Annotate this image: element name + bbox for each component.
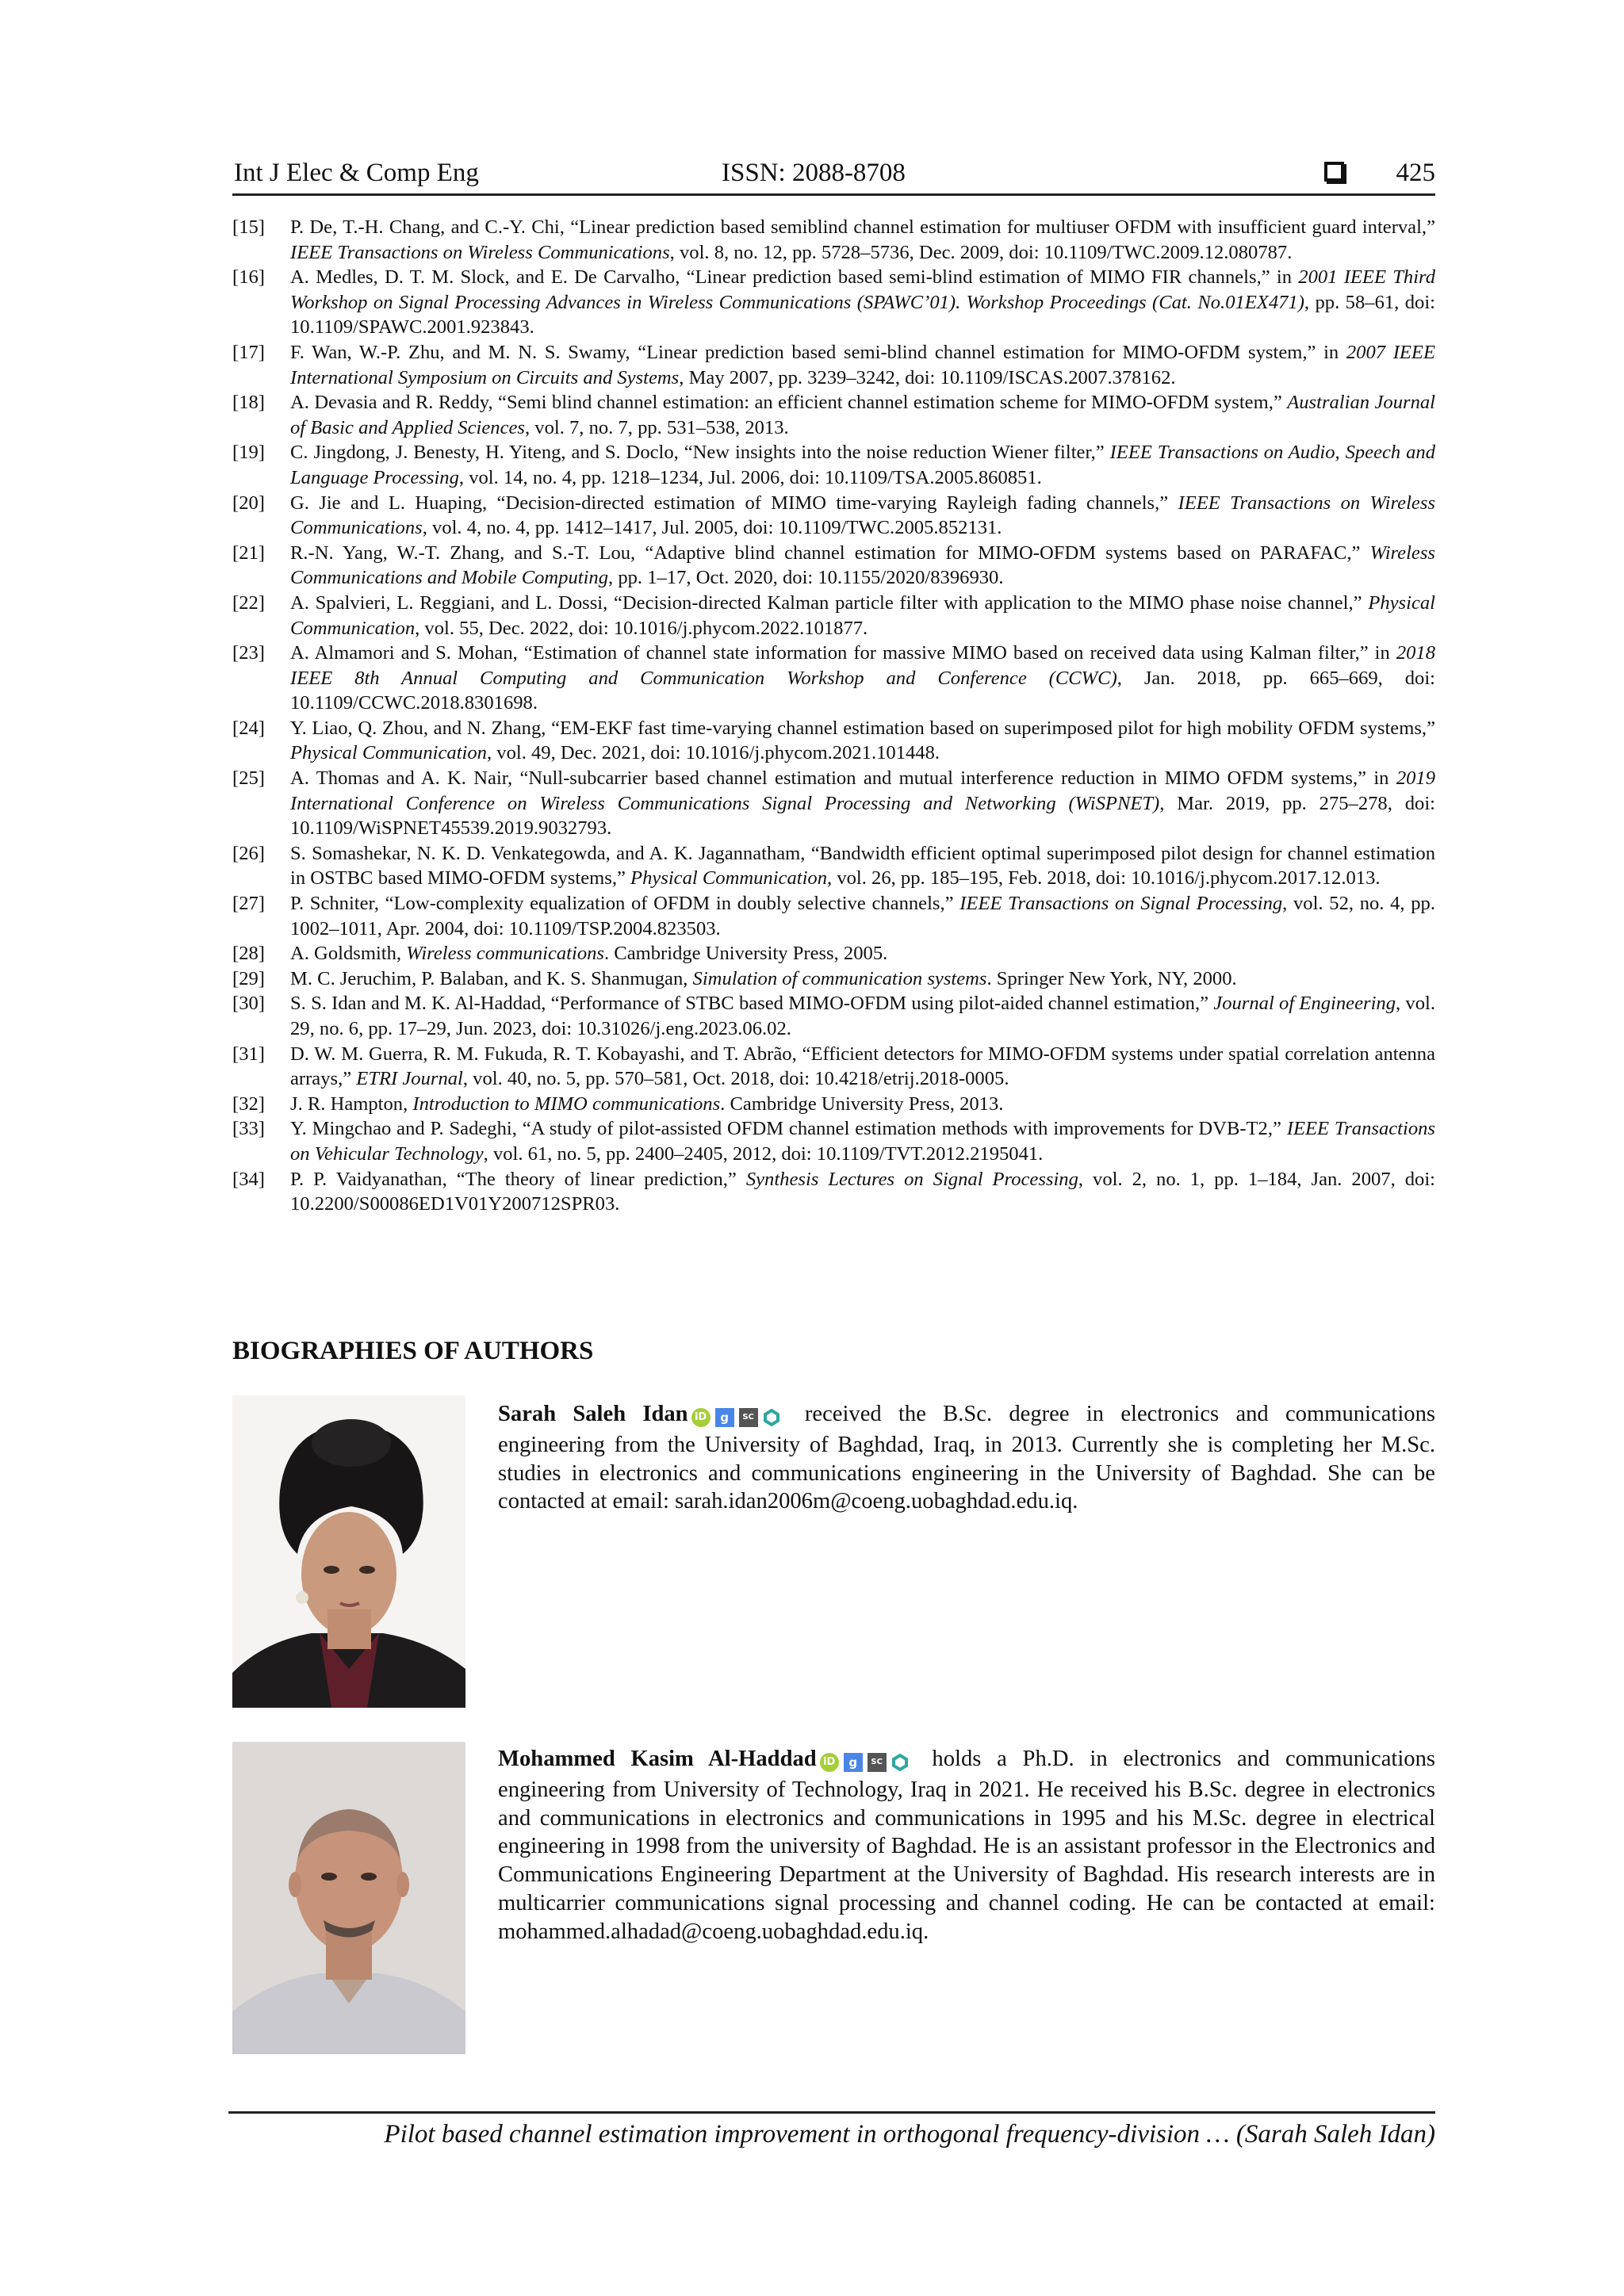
reference-venue: ETRI Journal [356, 1068, 463, 1090]
reference-venue: Synthesis Lectures on Signal Processing [745, 1168, 1078, 1190]
reference-item [232, 891, 1435, 941]
reference-number: [29] [232, 967, 265, 989]
reference-text [290, 440, 1435, 490]
reference-authors-title: P. De, T.-H. Chang, and C.-Y. Chi, “Linear prediction based semiblind channel estimation for multiuser OFDM with insufficient guard interval,” [290, 216, 1435, 238]
reference-venue: Physical Communication [290, 591, 1435, 639]
reference-venue: Journal of Engineering [1213, 993, 1396, 1015]
publons-icon[interactable] [763, 1409, 780, 1426]
reference-text [290, 966, 1435, 992]
reference-venue: Physical Communication [630, 867, 828, 890]
reference-text [290, 591, 1435, 641]
reference-venue: IEEE Transactions on Wireless Communications [290, 492, 1435, 539]
reference-item [232, 340, 1435, 390]
reference-text [290, 716, 1435, 766]
reference-details: . Cambridge University Press, 2005. [604, 943, 888, 965]
reference-item [232, 966, 1435, 992]
reference-venue: Introduction to MIMO communications [412, 1093, 721, 1115]
reference-authors-title: Y. Liao, Q. Zhou, and N. Zhang, “EM-EKF fast time-varying channel estimation based on superimposed pilot for high mobility OFDM systems,” [290, 717, 1435, 739]
reference-item [232, 991, 1435, 1041]
reference-text [290, 340, 1435, 390]
reference-item [232, 541, 1435, 591]
reference-number: [19] [232, 442, 265, 464]
reference-venue: IEEE Transactions on Signal Processing [959, 893, 1283, 915]
reference-number: [17] [232, 341, 265, 363]
google-scholar-icon[interactable]: g [844, 1753, 863, 1772]
reference-number: [34] [232, 1168, 265, 1190]
reference-venue: Australian Journal of Basic and Applied Sciences [290, 392, 1435, 438]
reference-authors-title: S. S. Idan and M. K. Al-Haddad, “Performance of STBC based MIMO-OFDM using pilot-aided channel estimation,” [290, 993, 1214, 1015]
reference-details: , vol. 4, no. 4, pp. 1412–1417, Jul. 2005, doi: 10.1109/TWC.2005.852131. [422, 517, 1002, 539]
reference-authors-title: A. Goldsmith, [290, 943, 407, 965]
reference-authors-title: C. Jingdong, J. Benesty, H. Yiteng, and S. Doclo, “New insights into the noise reduction Wiener filter,” [290, 442, 1110, 464]
author-name: Sarah Saleh Idan [498, 1402, 688, 1426]
reference-details: , Jan. 2018, pp. 665–669, doi: 10.1109/CCWC.2018.8301698. [290, 667, 1435, 714]
issn: ISSN: 2088-8708 [722, 159, 906, 187]
page-number: 425 [1396, 159, 1435, 187]
reference-number: [15] [232, 216, 265, 238]
reference-authors-title: A. Almamori and S. Mohan, “Estimation of channel state information for massive MIMO based on received data using Kalman filter,” in [290, 642, 1396, 664]
reference-text [290, 265, 1435, 340]
google-scholar-icon[interactable]: g [715, 1408, 734, 1427]
running-footer: Pilot based channel estimation improvement in orthogonal frequency-division … (Sarah Saleh Idan) [384, 2120, 1435, 2149]
reference-details: , vol. 29, no. 6, pp. 17–29, Jun. 2023, doi: 10.31026/j.eng.2023.06.02. [290, 993, 1435, 1039]
reference-item [232, 766, 1435, 841]
reference-number: [32] [232, 1093, 265, 1115]
reference-authors-title: Y. Mingchao and P. Sadeghi, “A study of pilot-assisted OFDM channel estimation methods with improvements for DVB-T2,” [290, 1118, 1287, 1140]
reference-details: , vol. 8, no. 12, pp. 5728–5736, Dec. 2009, doi: 10.1109/TWC.2009.12.080787. [669, 241, 1293, 263]
reference-item [232, 1092, 1435, 1117]
author-bio-2 [498, 1745, 1435, 1946]
reference-text [290, 541, 1435, 591]
reference-details: , vol. 52, no. 4, pp. 1002–1011, Apr. 2004, doi: 10.1109/TSP.2004.823503. [290, 893, 1435, 939]
footer-rule [228, 2111, 1435, 2114]
reference-item [232, 440, 1435, 490]
reference-venue: Wireless communications [406, 943, 604, 965]
reference-text [290, 491, 1435, 541]
orcid-icon[interactable]: iD [691, 1408, 710, 1427]
reference-item [232, 390, 1435, 440]
scopus-icon[interactable]: SC [739, 1408, 758, 1427]
author-name: Mohammed Kasim Al-Haddad [498, 1747, 817, 1771]
reference-text [290, 1116, 1435, 1166]
reference-number: [25] [232, 767, 265, 790]
section-heading: BIOGRAPHIES OF AUTHORS [232, 1337, 594, 1365]
reference-details: , May 2007, pp. 3239–3242, doi: 10.1109/ISCAS.2007.378162. [679, 366, 1176, 388]
reference-number: [20] [232, 492, 265, 514]
reference-details: , vol. 61, no. 5, pp. 2400–2405, 2012, doi: 10.1109/TVT.2012.2195041. [483, 1142, 1044, 1165]
scopus-icon[interactable]: SC [868, 1753, 887, 1772]
reference-details: , vol. 26, pp. 185–195, Feb. 2018, doi: 10.1016/j.phycom.2017.12.013. [827, 867, 1381, 890]
profile-icons [691, 1402, 785, 1431]
reference-venue: 2007 IEEE International Symposium on Circuits and Systems [290, 341, 1435, 388]
reference-authors-title: A. Devasia and R. Reddy, “Semi blind channel estimation: an efficient channel estimation scheme for MIMO-OFDM system,” [290, 392, 1288, 414]
reference-text [290, 1167, 1435, 1217]
reference-details: . Springer New York, NY, 2000. [986, 967, 1237, 989]
reference-item [232, 716, 1435, 766]
reference-text [290, 991, 1435, 1041]
reference-details: , vol. 55, Dec. 2022, doi: 10.1016/j.phycom.2022.101877. [415, 617, 868, 639]
reference-venue: IEEE Transactions on Audio, Speech and Language Processing [290, 442, 1435, 488]
reference-venue: IEEE Transactions on Vehicular Technology [290, 1118, 1435, 1165]
reference-text [290, 941, 1435, 966]
reference-number: [24] [232, 717, 265, 739]
reference-number: [27] [232, 893, 265, 915]
reference-text [290, 1042, 1435, 1092]
bio-text: received the B.Sc. degree in electronics and communications engineering from the University of Baghdad, Iraq, in 2013. Currently she is completing her M.Sc. studies in electronics and communications engineering in the University of Baghdad. She can be contacted at email: sarah.idan2006m@coeng.uobaghdad.edu.iq. [498, 1402, 1435, 1514]
reference-venue: 2001 IEEE Third Workshop on Signal Processing Advances in Wireless Communications (SPAWC’01). Workshop Proceedings (Cat. No.01EX471) [290, 266, 1435, 313]
reference-authors-title: S. Somashekar, N. K. D. Venkategowda, and A. K. Jagannatham, “Bandwidth efficient optimal superimposed pilot design for channel estimation in OSTBC based MIMO-OFDM systems,” [290, 842, 1435, 890]
reference-number: [28] [232, 943, 265, 965]
reference-authors-title: P. P. Vaidyanathan, “The theory of linear prediction,” [290, 1168, 746, 1190]
reference-text [290, 215, 1435, 265]
running-header [232, 155, 1435, 196]
reference-venue: Wireless Communications and Mobile Computing [290, 541, 1435, 589]
reference-number: [23] [232, 642, 265, 664]
reference-item [232, 941, 1435, 966]
reference-number: [30] [232, 993, 265, 1015]
profile-icons [820, 1747, 914, 1776]
reference-item [232, 1116, 1435, 1166]
reference-number: [16] [232, 266, 265, 289]
reference-number: [21] [232, 541, 265, 564]
reference-details: , vol. 49, Dec. 2021, doi: 10.1016/j.phycom.2021.101448. [486, 742, 940, 764]
reference-venue: 2018 IEEE 8th Annual Computing and Communication Workshop and Conference (CCWC) [290, 642, 1435, 689]
reference-text [290, 841, 1435, 891]
reference-details: , pp. 1–17, Oct. 2020, doi: 10.1155/2020/8396930. [608, 567, 1004, 589]
reference-item [232, 265, 1435, 340]
orcid-icon[interactable]: iD [820, 1753, 839, 1772]
reference-number: [22] [232, 591, 265, 614]
reference-details: , vol. 40, no. 5, pp. 570–581, Oct. 2018, doi: 10.4218/etrij.2018-0005. [462, 1068, 1009, 1090]
reference-venue: Simulation of communication systems [692, 967, 987, 989]
reference-authors-title: A. Thomas and A. K. Nair, “Null-subcarrier based channel estimation and mutual interference reduction in MIMO OFDM systems,” in [290, 767, 1396, 790]
author-photo-2 [232, 1742, 465, 2054]
reference-authors-title: G. Jie and L. Huaping, “Decision-directed estimation of MIMO time-varying Rayleigh fading channels,” [290, 492, 1178, 514]
reference-item [232, 1042, 1435, 1092]
reference-authors-title: P. Schniter, “Low-complexity equalization of OFDM in doubly selective channels,” [290, 893, 960, 915]
reference-authors-title: R.-N. Yang, W.-T. Zhang, and S.-T. Lou, “Adaptive blind channel estimation for MIMO-OFDM systems based on PARAFAC,” [290, 541, 1370, 564]
reference-authors-title: D. W. M. Guerra, R. M. Fukuda, R. T. Kobayashi, and T. Abrão, “Efficient detectors for MIMO-OFDM systems under spatial correlation antenna arrays,” [290, 1043, 1435, 1090]
reference-number: [31] [232, 1043, 265, 1065]
reference-details: , pp. 58–61, doi: 10.1109/SPAWC.2001.923843. [290, 291, 1436, 339]
reference-authors-title: F. Wan, W.-P. Zhu, and M. N. S. Swamy, “Linear prediction based semi-blind channel estimation for MIMO-OFDM system,” in [290, 341, 1346, 363]
reference-details: . Cambridge University Press, 2013. [720, 1093, 1004, 1115]
reference-authors-title: A. Spalvieri, L. Reggiani, and L. Dossi, “Decision-directed Kalman particle filter with application to the MIMO phase noise channel,” [290, 591, 1369, 614]
reference-item [232, 491, 1435, 541]
reference-item [232, 215, 1435, 265]
reference-text [290, 641, 1435, 716]
reference-authors-title: J. R. Hampton, [290, 1093, 413, 1115]
bio-text: holds a Ph.D. in electronics and communications engineering from University of Technology, Iraq in 2021. He received his B.Sc. degree in electronics and communications in electronics and communications in 1995 and his M.Sc. degree in electrical engineering in 1998 from the university of Baghdad. He is an assistant professor in the Electronics and Communications Engineering Department at the University of Baghdad. His research interests are in multicarrier communications signal processing and channel coding. He can be contacted at email: mohammed.alhadad@coeng.uobaghdad.edu.iq. [498, 1747, 1435, 1944]
reference-text [290, 1092, 1435, 1117]
reference-venue: Physical Communication [290, 742, 487, 764]
author-bio-1 [498, 1400, 1435, 1516]
reference-item [232, 591, 1435, 641]
publons-icon[interactable] [891, 1754, 909, 1771]
reference-details: , Mar. 2019, pp. 275–278, doi: 10.1109/WiSPNET45539.2019.9032793. [290, 792, 1435, 840]
reference-authors-title: M. C. Jeruchim, P. Balaban, and K. S. Shanmugan, [290, 967, 693, 989]
author-photo-1 [232, 1395, 465, 1708]
reference-item [232, 1167, 1435, 1217]
journal-name: Int J Elec & Comp Eng [234, 159, 479, 187]
square-box-icon [1324, 162, 1344, 182]
reference-details: , vol. 2, no. 1, pp. 1–184, Jan. 2007, doi: 10.2200/S00086ED1V01Y200712SPR03. [290, 1168, 1435, 1215]
reference-item [232, 841, 1435, 891]
reference-venue: IEEE Transactions on Wireless Communications [290, 241, 670, 263]
reference-number: [18] [232, 392, 265, 414]
reference-text [290, 891, 1435, 941]
reference-venue: 2019 International Conference on Wireless Communications Signal Processing and Networking (WiSPNET) [290, 767, 1435, 814]
reference-number: [33] [232, 1118, 265, 1140]
reference-details: , vol. 7, no. 7, pp. 531–538, 2013. [524, 416, 789, 438]
reference-details: , vol. 14, no. 4, pp. 1218–1234, Jul. 2006, doi: 10.1109/TSA.2005.860851. [458, 466, 1042, 488]
reference-list [232, 215, 1435, 1217]
reference-number: [26] [232, 842, 265, 864]
reference-item [232, 641, 1435, 716]
reference-text [290, 766, 1435, 841]
reference-authors-title: A. Medles, D. T. M. Slock, and E. De Carvalho, “Linear prediction based semi-blind estimation of MIMO FIR channels,” in [290, 266, 1299, 289]
reference-text [290, 390, 1435, 440]
